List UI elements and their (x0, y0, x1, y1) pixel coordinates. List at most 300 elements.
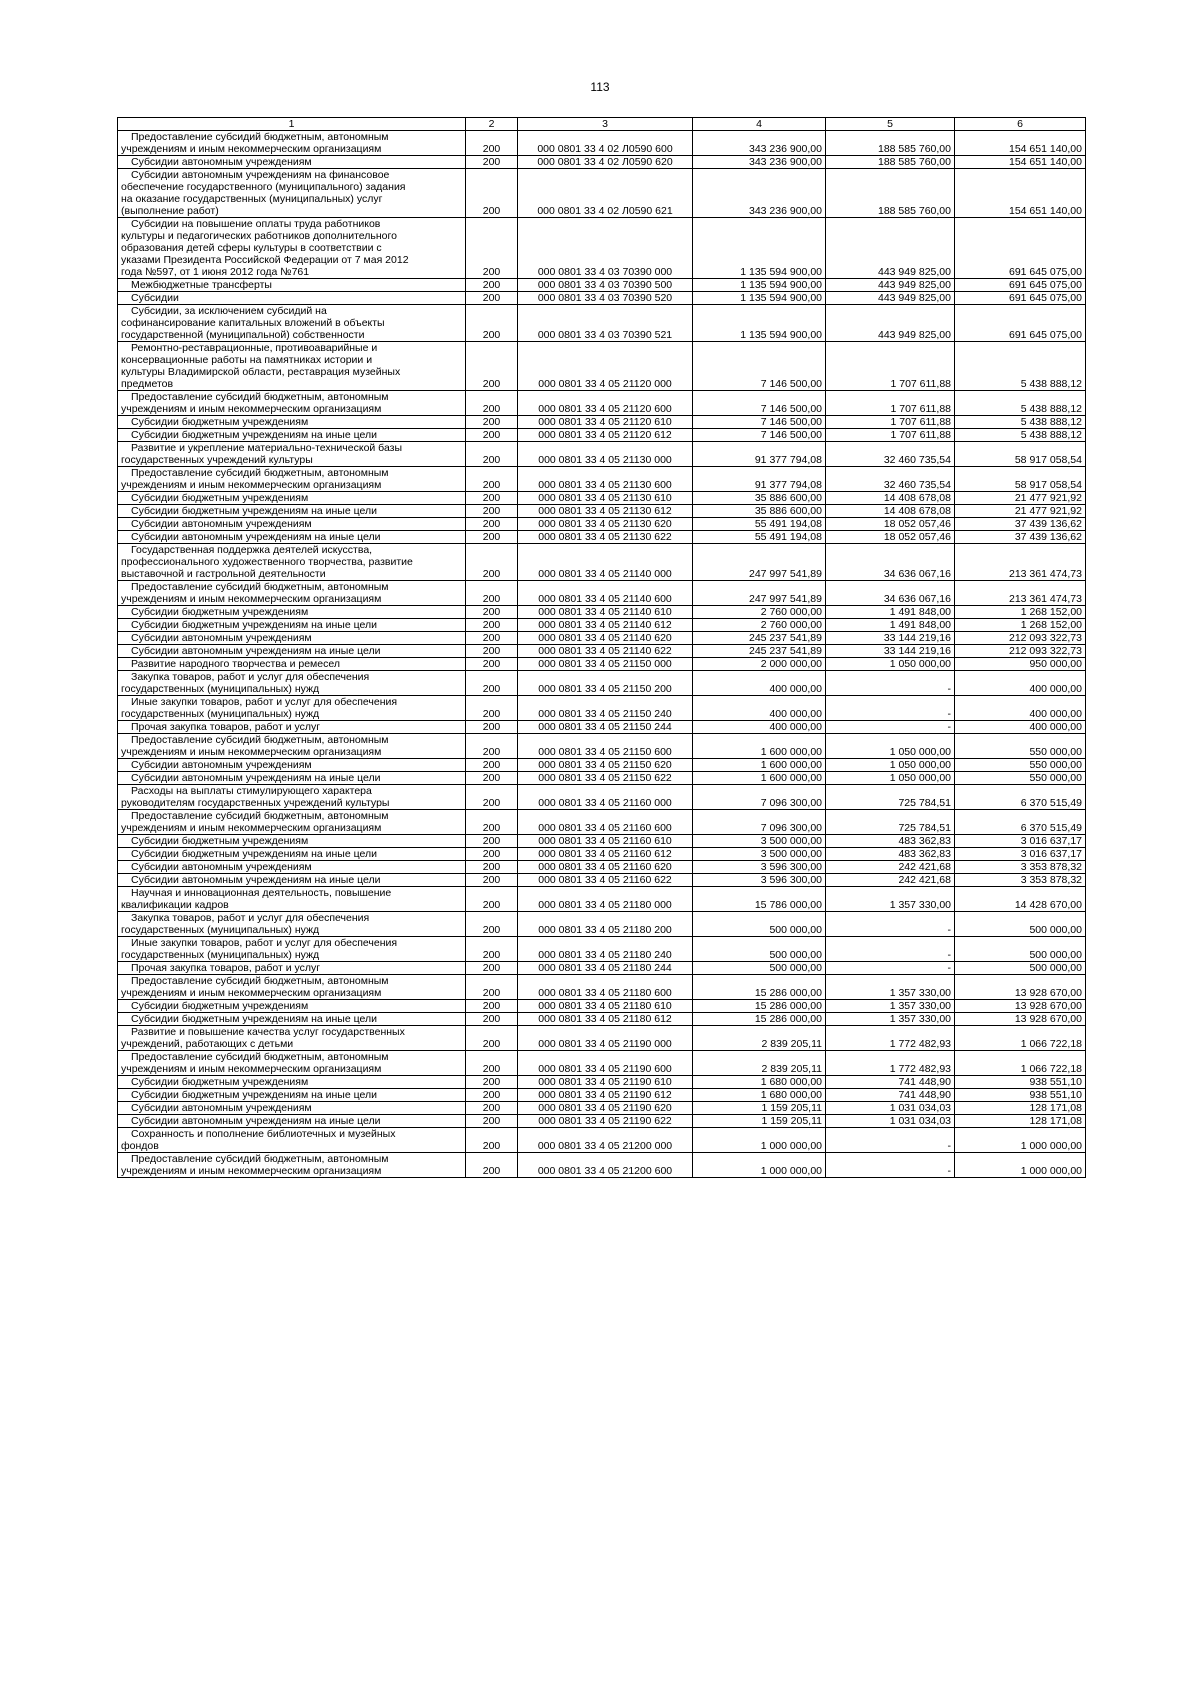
budget-code-cell: 000 0801 33 4 05 21140 622 (518, 645, 693, 658)
table-row (118, 342, 1086, 391)
budget-code-cell: 000 0801 33 4 05 21190 000 (518, 1026, 693, 1051)
item-name-cell: Субсидии автономным учреждениям на иные цели (118, 531, 466, 544)
executed-amount-cell: - (826, 912, 955, 937)
item-name-cell: Предоставление субсидий бюджетным, автономным учреждениям и иным некоммерческим организациям (118, 1153, 466, 1178)
approved-amount-cell: 2 839 205,11 (693, 1026, 826, 1051)
item-name-cell: Закупка товаров, работ и услуг для обеспечения государственных (муниципальных) нужд (118, 671, 466, 696)
item-name-cell: Субсидии бюджетным учреждениям на иные цели (118, 1013, 466, 1026)
budget-code-cell: 000 0801 33 4 05 21190 610 (518, 1076, 693, 1089)
item-name-cell: Субсидии бюджетным учреждениям на иные цели (118, 619, 466, 632)
executed-amount-cell: 483 362,83 (826, 835, 955, 848)
table-row (118, 912, 1086, 937)
budget-code-cell: 000 0801 33 4 03 70390 000 (518, 218, 693, 279)
admin-code-cell: 200 (466, 975, 518, 1000)
budget-code-cell: 000 0801 33 4 05 21160 612 (518, 848, 693, 861)
admin-code-cell: 200 (466, 505, 518, 518)
table-row (118, 218, 1086, 279)
admin-code-cell: 200 (466, 305, 518, 342)
table-row (118, 492, 1086, 505)
table-row (118, 937, 1086, 962)
approved-amount-cell: 7 146 500,00 (693, 416, 826, 429)
table-row (118, 467, 1086, 492)
approved-amount-cell: 7 146 500,00 (693, 342, 826, 391)
executed-amount-cell: 1 357 330,00 (826, 1013, 955, 1026)
budget-code-cell: 000 0801 33 4 02 Л0590 620 (518, 156, 693, 169)
executed-amount-cell: 1 772 482,93 (826, 1026, 955, 1051)
item-name-cell: Государственная поддержка деятелей искусства, профессионального художественного творчества, развитие выставочной и гастрольной деятельности (118, 544, 466, 581)
table-row (118, 645, 1086, 658)
item-name-cell: Субсидии автономным учреждениям (118, 861, 466, 874)
remaining-amount-cell: 938 551,10 (955, 1076, 1086, 1089)
item-name-cell: Субсидии бюджетным учреждениям на иные цели (118, 505, 466, 518)
remaining-amount-cell: 691 645 075,00 (955, 292, 1086, 305)
remaining-amount-cell: 1 000 000,00 (955, 1128, 1086, 1153)
admin-code-cell: 200 (466, 861, 518, 874)
executed-amount-cell: 32 460 735,54 (826, 442, 955, 467)
remaining-amount-cell: 3 016 637,17 (955, 835, 1086, 848)
column-header-6: 6 (955, 118, 1086, 131)
remaining-amount-cell: 128 171,08 (955, 1102, 1086, 1115)
item-name-cell: Субсидии автономным учреждениям (118, 632, 466, 645)
table-row (118, 734, 1086, 759)
item-name-cell: Ремонтно-реставрационные, противоаварийные и консервационные работы на памятниках истории и культуры Владимирской области, реставрация музейных предметов (118, 342, 466, 391)
executed-amount-cell: 443 949 825,00 (826, 218, 955, 279)
admin-code-cell: 200 (466, 606, 518, 619)
executed-amount-cell: 188 585 760,00 (826, 169, 955, 218)
approved-amount-cell: 7 096 300,00 (693, 810, 826, 835)
approved-amount-cell: 400 000,00 (693, 696, 826, 721)
approved-amount-cell: 2 000 000,00 (693, 658, 826, 671)
item-name-cell: Субсидии бюджетным учреждениям на иные цели (118, 429, 466, 442)
budget-code-cell: 000 0801 33 4 05 21150 620 (518, 759, 693, 772)
table-row (118, 1051, 1086, 1076)
admin-code-cell: 200 (466, 835, 518, 848)
remaining-amount-cell: 213 361 474,73 (955, 544, 1086, 581)
admin-code-cell: 200 (466, 810, 518, 835)
remaining-amount-cell: 58 917 058,54 (955, 467, 1086, 492)
remaining-amount-cell: 5 438 888,12 (955, 416, 1086, 429)
budget-code-cell: 000 0801 33 4 03 70390 500 (518, 279, 693, 292)
executed-amount-cell: 18 052 057,46 (826, 531, 955, 544)
item-name-cell: Субсидии на повышение оплаты труда работников культуры и педагогических работников дополнительного образования детей сферы культуры в соответствии с указами Президента Российской Федерации от 7 мая 2012 года №597, от 1 июня 2012 года №761 (118, 218, 466, 279)
budget-code-cell: 000 0801 33 4 05 21130 610 (518, 492, 693, 505)
approved-amount-cell: 1 600 000,00 (693, 759, 826, 772)
remaining-amount-cell: 14 428 670,00 (955, 887, 1086, 912)
executed-amount-cell: 1 491 848,00 (826, 606, 955, 619)
budget-code-cell: 000 0801 33 4 05 21140 610 (518, 606, 693, 619)
budget-code-cell: 000 0801 33 4 05 21150 244 (518, 721, 693, 734)
approved-amount-cell: 500 000,00 (693, 937, 826, 962)
item-name-cell: Предоставление субсидий бюджетным, автономным учреждениям и иным некоммерческим организациям (118, 734, 466, 759)
budget-code-cell: 000 0801 33 4 05 21130 600 (518, 467, 693, 492)
approved-amount-cell: 400 000,00 (693, 721, 826, 734)
table-row (118, 1102, 1086, 1115)
approved-amount-cell: 247 997 541,89 (693, 581, 826, 606)
remaining-amount-cell: 21 477 921,92 (955, 492, 1086, 505)
executed-amount-cell: 741 448,90 (826, 1076, 955, 1089)
approved-amount-cell: 1 135 594 900,00 (693, 218, 826, 279)
table-row (118, 169, 1086, 218)
approved-amount-cell: 2 760 000,00 (693, 606, 826, 619)
budget-code-cell: 000 0801 33 4 05 21130 622 (518, 531, 693, 544)
budget-code-cell: 000 0801 33 4 05 21120 610 (518, 416, 693, 429)
item-name-cell: Научная и инновационная деятельность, повышение квалификации кадров (118, 887, 466, 912)
budget-code-cell: 000 0801 33 4 05 21150 000 (518, 658, 693, 671)
column-header-4: 4 (693, 118, 826, 131)
executed-amount-cell: 242 421,68 (826, 861, 955, 874)
remaining-amount-cell: 550 000,00 (955, 759, 1086, 772)
item-name-cell: Субсидии автономным учреждениям (118, 518, 466, 531)
remaining-amount-cell: 550 000,00 (955, 734, 1086, 759)
table-row (118, 544, 1086, 581)
table-header-row (118, 118, 1086, 131)
item-name-cell: Субсидии (118, 292, 466, 305)
approved-amount-cell: 7 146 500,00 (693, 429, 826, 442)
remaining-amount-cell: 500 000,00 (955, 937, 1086, 962)
executed-amount-cell: 443 949 825,00 (826, 305, 955, 342)
admin-code-cell: 200 (466, 442, 518, 467)
approved-amount-cell: 55 491 194,08 (693, 518, 826, 531)
table-row (118, 848, 1086, 861)
executed-amount-cell: - (826, 721, 955, 734)
item-name-cell: Сохранность и пополнение библиотечных и музейных фондов (118, 1128, 466, 1153)
admin-code-cell: 200 (466, 1102, 518, 1115)
approved-amount-cell: 7 096 300,00 (693, 785, 826, 810)
executed-amount-cell: 188 585 760,00 (826, 156, 955, 169)
approved-amount-cell: 3 596 300,00 (693, 874, 826, 887)
executed-amount-cell: 1 707 611,88 (826, 429, 955, 442)
item-name-cell: Предоставление субсидий бюджетным, автономным учреждениям и иным некоммерческим организациям (118, 391, 466, 416)
approved-amount-cell: 247 997 541,89 (693, 544, 826, 581)
approved-amount-cell: 400 000,00 (693, 671, 826, 696)
approved-amount-cell: 35 886 600,00 (693, 505, 826, 518)
remaining-amount-cell: 938 551,10 (955, 1089, 1086, 1102)
budget-code-cell: 000 0801 33 4 05 21200 600 (518, 1153, 693, 1178)
admin-code-cell: 200 (466, 645, 518, 658)
admin-code-cell: 200 (466, 518, 518, 531)
item-name-cell: Развитие и укрепление материально-технической базы государственных учреждений культуры (118, 442, 466, 467)
table-body (118, 131, 1086, 1178)
table-row (118, 429, 1086, 442)
table-row (118, 759, 1086, 772)
table-row (118, 581, 1086, 606)
item-name-cell: Субсидии бюджетным учреждениям (118, 835, 466, 848)
remaining-amount-cell: 1 268 152,00 (955, 606, 1086, 619)
admin-code-cell: 200 (466, 848, 518, 861)
remaining-amount-cell: 13 928 670,00 (955, 1013, 1086, 1026)
admin-code-cell: 200 (466, 169, 518, 218)
admin-code-cell: 200 (466, 1128, 518, 1153)
executed-amount-cell: - (826, 937, 955, 962)
executed-amount-cell: 483 362,83 (826, 848, 955, 861)
admin-code-cell: 200 (466, 467, 518, 492)
approved-amount-cell: 55 491 194,08 (693, 531, 826, 544)
admin-code-cell: 200 (466, 1051, 518, 1076)
approved-amount-cell: 1 135 594 900,00 (693, 292, 826, 305)
admin-code-cell: 200 (466, 937, 518, 962)
budget-code-cell: 000 0801 33 4 05 21190 620 (518, 1102, 693, 1115)
admin-code-cell: 200 (466, 1153, 518, 1178)
executed-amount-cell: 1 491 848,00 (826, 619, 955, 632)
table-row (118, 292, 1086, 305)
remaining-amount-cell: 1 268 152,00 (955, 619, 1086, 632)
executed-amount-cell: 242 421,68 (826, 874, 955, 887)
approved-amount-cell: 343 236 900,00 (693, 169, 826, 218)
table-row (118, 1089, 1086, 1102)
executed-amount-cell: 1 357 330,00 (826, 975, 955, 1000)
table-row (118, 810, 1086, 835)
executed-amount-cell: 14 408 678,08 (826, 505, 955, 518)
table-row (118, 1115, 1086, 1128)
admin-code-cell: 200 (466, 218, 518, 279)
table-row (118, 658, 1086, 671)
approved-amount-cell: 3 500 000,00 (693, 848, 826, 861)
executed-amount-cell: 33 144 219,16 (826, 632, 955, 645)
item-name-cell: Субсидии бюджетным учреждениям на иные цели (118, 1089, 466, 1102)
page-number: 113 (590, 80, 610, 94)
executed-amount-cell: - (826, 671, 955, 696)
admin-code-cell: 200 (466, 962, 518, 975)
table-row (118, 606, 1086, 619)
budget-code-cell: 000 0801 33 4 05 21180 200 (518, 912, 693, 937)
remaining-amount-cell: 500 000,00 (955, 912, 1086, 937)
item-name-cell: Субсидии автономным учреждениям (118, 759, 466, 772)
table-row (118, 1026, 1086, 1051)
table-row (118, 305, 1086, 342)
item-name-cell: Предоставление субсидий бюджетным, автономным учреждениям и иным некоммерческим организациям (118, 581, 466, 606)
table-row (118, 1000, 1086, 1013)
table-row (118, 721, 1086, 734)
executed-amount-cell: 14 408 678,08 (826, 492, 955, 505)
item-name-cell: Расходы на выплаты стимулирующего характера руководителям государственных учреждений культуры (118, 785, 466, 810)
budget-code-cell: 000 0801 33 4 05 21190 600 (518, 1051, 693, 1076)
budget-code-cell: 000 0801 33 4 05 21180 610 (518, 1000, 693, 1013)
remaining-amount-cell: 37 439 136,62 (955, 518, 1086, 531)
approved-amount-cell: 91 377 794,08 (693, 442, 826, 467)
column-header-5: 5 (826, 118, 955, 131)
approved-amount-cell: 343 236 900,00 (693, 156, 826, 169)
budget-code-cell: 000 0801 33 4 05 21130 612 (518, 505, 693, 518)
remaining-amount-cell: 6 370 515,49 (955, 810, 1086, 835)
budget-code-cell: 000 0801 33 4 05 21180 240 (518, 937, 693, 962)
table-row (118, 962, 1086, 975)
item-name-cell: Субсидии бюджетным учреждениям (118, 1076, 466, 1089)
budget-code-cell: 000 0801 33 4 05 21160 622 (518, 874, 693, 887)
table-row (118, 442, 1086, 467)
remaining-amount-cell: 1 066 722,18 (955, 1026, 1086, 1051)
approved-amount-cell: 1 680 000,00 (693, 1076, 826, 1089)
table-row (118, 131, 1086, 156)
budget-code-cell: 000 0801 33 4 05 21130 000 (518, 442, 693, 467)
budget-code-cell: 000 0801 33 4 05 21190 612 (518, 1089, 693, 1102)
executed-amount-cell: 1 031 034,03 (826, 1115, 955, 1128)
executed-amount-cell: 188 585 760,00 (826, 131, 955, 156)
executed-amount-cell: - (826, 1153, 955, 1178)
executed-amount-cell: 34 636 067,16 (826, 544, 955, 581)
remaining-amount-cell: 950 000,00 (955, 658, 1086, 671)
remaining-amount-cell: 691 645 075,00 (955, 279, 1086, 292)
admin-code-cell: 200 (466, 912, 518, 937)
budget-code-cell: 000 0801 33 4 05 21120 612 (518, 429, 693, 442)
admin-code-cell: 200 (466, 391, 518, 416)
executed-amount-cell: 1 050 000,00 (826, 734, 955, 759)
executed-amount-cell: 1 707 611,88 (826, 391, 955, 416)
budget-code-cell: 000 0801 33 4 05 21160 000 (518, 785, 693, 810)
admin-code-cell: 200 (466, 696, 518, 721)
item-name-cell: Субсидии автономным учреждениям (118, 1102, 466, 1115)
budget-code-cell: 000 0801 33 4 03 70390 520 (518, 292, 693, 305)
remaining-amount-cell: 21 477 921,92 (955, 505, 1086, 518)
column-header-3: 3 (518, 118, 693, 131)
executed-amount-cell: 1 357 330,00 (826, 887, 955, 912)
admin-code-cell: 200 (466, 721, 518, 734)
approved-amount-cell: 15 786 000,00 (693, 887, 826, 912)
table-row (118, 632, 1086, 645)
item-name-cell: Субсидии автономным учреждениям на иные цели (118, 772, 466, 785)
table-row (118, 1076, 1086, 1089)
table-row (118, 279, 1086, 292)
table-row (118, 416, 1086, 429)
table-row (118, 671, 1086, 696)
item-name-cell: Субсидии бюджетным учреждениям на иные цели (118, 848, 466, 861)
admin-code-cell: 200 (466, 156, 518, 169)
admin-code-cell: 200 (466, 772, 518, 785)
admin-code-cell: 200 (466, 1115, 518, 1128)
item-name-cell: Прочая закупка товаров, работ и услуг (118, 962, 466, 975)
executed-amount-cell: 1 707 611,88 (826, 416, 955, 429)
table-row (118, 1153, 1086, 1178)
remaining-amount-cell: 3 016 637,17 (955, 848, 1086, 861)
executed-amount-cell: 1 707 611,88 (826, 342, 955, 391)
budget-code-cell: 000 0801 33 4 05 21180 600 (518, 975, 693, 1000)
approved-amount-cell: 1 159 205,11 (693, 1102, 826, 1115)
item-name-cell: Развитие и повышение качества услуг государственных учреждений, работающих с детьми (118, 1026, 466, 1051)
budget-code-cell: 000 0801 33 4 05 21180 244 (518, 962, 693, 975)
item-name-cell: Предоставление субсидий бюджетным, автономным учреждениям и иным некоммерческим организациям (118, 131, 466, 156)
remaining-amount-cell: 37 439 136,62 (955, 531, 1086, 544)
remaining-amount-cell: 691 645 075,00 (955, 305, 1086, 342)
item-name-cell: Иные закупки товаров, работ и услуг для обеспечения государственных (муниципальных) нужд (118, 937, 466, 962)
executed-amount-cell: 1 050 000,00 (826, 658, 955, 671)
approved-amount-cell: 343 236 900,00 (693, 131, 826, 156)
item-name-cell: Развитие народного творчества и ремесел (118, 658, 466, 671)
admin-code-cell: 200 (466, 734, 518, 759)
table-row (118, 391, 1086, 416)
remaining-amount-cell: 400 000,00 (955, 671, 1086, 696)
table-row (118, 518, 1086, 531)
budget-code-cell: 000 0801 33 4 05 21120 600 (518, 391, 693, 416)
approved-amount-cell: 3 596 300,00 (693, 861, 826, 874)
approved-amount-cell: 2 760 000,00 (693, 619, 826, 632)
remaining-amount-cell: 154 651 140,00 (955, 131, 1086, 156)
budget-code-cell: 000 0801 33 4 05 21200 000 (518, 1128, 693, 1153)
remaining-amount-cell: 212 093 322,73 (955, 645, 1086, 658)
column-header-2: 2 (466, 118, 518, 131)
executed-amount-cell: 1 050 000,00 (826, 772, 955, 785)
executed-amount-cell: 32 460 735,54 (826, 467, 955, 492)
admin-code-cell: 200 (466, 658, 518, 671)
item-name-cell: Субсидии бюджетным учреждениям (118, 492, 466, 505)
executed-amount-cell: 18 052 057,46 (826, 518, 955, 531)
budget-code-cell: 000 0801 33 4 05 21150 600 (518, 734, 693, 759)
table-row (118, 785, 1086, 810)
item-name-cell: Субсидии автономным учреждениям (118, 156, 466, 169)
table-row (118, 1128, 1086, 1153)
table-row (118, 696, 1086, 721)
item-name-cell: Субсидии автономным учреждениям на иные цели (118, 645, 466, 658)
remaining-amount-cell: 6 370 515,49 (955, 785, 1086, 810)
approved-amount-cell: 500 000,00 (693, 912, 826, 937)
table-row (118, 156, 1086, 169)
executed-amount-cell: 1 031 034,03 (826, 1102, 955, 1115)
budget-code-cell: 000 0801 33 4 05 21160 610 (518, 835, 693, 848)
approved-amount-cell: 15 286 000,00 (693, 1000, 826, 1013)
approved-amount-cell: 1 159 205,11 (693, 1115, 826, 1128)
executed-amount-cell: - (826, 962, 955, 975)
admin-code-cell: 200 (466, 1089, 518, 1102)
executed-amount-cell: 741 448,90 (826, 1089, 955, 1102)
budget-code-cell: 000 0801 33 4 05 21120 000 (518, 342, 693, 391)
executed-amount-cell: - (826, 1128, 955, 1153)
executed-amount-cell: 34 636 067,16 (826, 581, 955, 606)
approved-amount-cell: 1 680 000,00 (693, 1089, 826, 1102)
budget-code-cell: 000 0801 33 4 05 21180 000 (518, 887, 693, 912)
table-row (118, 619, 1086, 632)
table-row (118, 772, 1086, 785)
item-name-cell: Иные закупки товаров, работ и услуг для обеспечения государственных (муниципальных) нужд (118, 696, 466, 721)
admin-code-cell: 200 (466, 1076, 518, 1089)
executed-amount-cell: 725 784,51 (826, 785, 955, 810)
admin-code-cell: 200 (466, 416, 518, 429)
remaining-amount-cell: 213 361 474,73 (955, 581, 1086, 606)
item-name-cell: Предоставление субсидий бюджетным, автономным учреждениям и иным некоммерческим организациям (118, 467, 466, 492)
approved-amount-cell: 1 135 594 900,00 (693, 305, 826, 342)
executed-amount-cell: 33 144 219,16 (826, 645, 955, 658)
column-header-1: 1 (118, 118, 466, 131)
item-name-cell: Закупка товаров, работ и услуг для обеспечения государственных (муниципальных) нужд (118, 912, 466, 937)
budget-code-cell: 000 0801 33 4 02 Л0590 621 (518, 169, 693, 218)
item-name-cell: Субсидии автономным учреждениям на финансовое обеспечение государственного (муниципального) задания на оказание государственных (муниципальных) услуг (выполнение работ) (118, 169, 466, 218)
admin-code-cell: 200 (466, 429, 518, 442)
executed-amount-cell: 1 050 000,00 (826, 759, 955, 772)
admin-code-cell: 200 (466, 544, 518, 581)
approved-amount-cell: 1 135 594 900,00 (693, 279, 826, 292)
executed-amount-cell: 443 949 825,00 (826, 279, 955, 292)
executed-amount-cell: 725 784,51 (826, 810, 955, 835)
admin-code-cell: 200 (466, 581, 518, 606)
budget-code-cell: 000 0801 33 4 05 21140 600 (518, 581, 693, 606)
item-name-cell: Предоставление субсидий бюджетным, автономным учреждениям и иным некоммерческим организациям (118, 975, 466, 1000)
admin-code-cell: 200 (466, 342, 518, 391)
remaining-amount-cell: 58 917 058,54 (955, 442, 1086, 467)
admin-code-cell: 200 (466, 785, 518, 810)
approved-amount-cell: 15 286 000,00 (693, 975, 826, 1000)
budget-table (117, 117, 1086, 1178)
item-name-cell: Субсидии бюджетным учреждениям (118, 416, 466, 429)
item-name-cell: Предоставление субсидий бюджетным, автономным учреждениям и иным некоммерческим организациям (118, 1051, 466, 1076)
budget-code-cell: 000 0801 33 4 05 21140 000 (518, 544, 693, 581)
item-name-cell: Предоставление субсидий бюджетным, автономным учреждениям и иным некоммерческим организациям (118, 810, 466, 835)
approved-amount-cell: 35 886 600,00 (693, 492, 826, 505)
admin-code-cell: 200 (466, 131, 518, 156)
approved-amount-cell: 7 146 500,00 (693, 391, 826, 416)
budget-code-cell: 000 0801 33 4 05 21150 622 (518, 772, 693, 785)
table-row (118, 835, 1086, 848)
remaining-amount-cell: 5 438 888,12 (955, 391, 1086, 416)
remaining-amount-cell: 3 353 878,32 (955, 874, 1086, 887)
remaining-amount-cell: 154 651 140,00 (955, 156, 1086, 169)
table-row (118, 505, 1086, 518)
